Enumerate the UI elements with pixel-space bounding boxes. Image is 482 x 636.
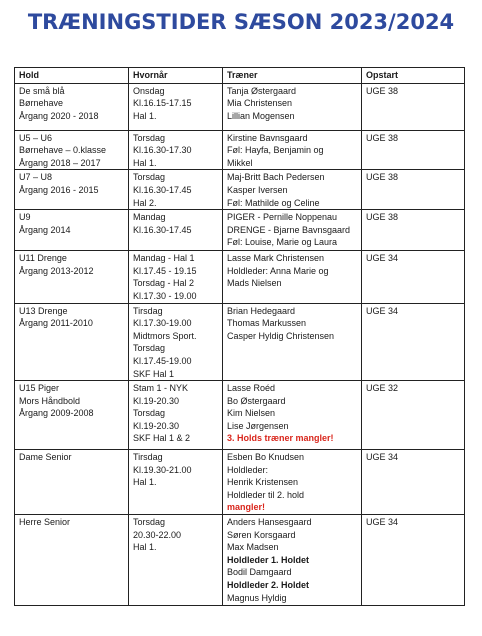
time-line: Midtmors Sport. <box>133 330 197 341</box>
time-line: SKF Hal 1 <box>133 368 175 379</box>
time-line: Kl.19-20.30 <box>133 395 180 406</box>
trainer-line: Max Madsen <box>227 542 279 553</box>
trainer-line: Føl: Mathilde og Celine <box>227 197 320 208</box>
trainer-line: Mads Nielsen <box>227 278 282 289</box>
time-line: Torsdag <box>133 517 166 528</box>
hold-line: Årgang 2009-2008 <box>19 408 94 419</box>
trainer-line: PIGER - Pernille Noppenau <box>227 212 338 223</box>
cell-traener <box>223 251 362 303</box>
cell-hold <box>15 210 129 251</box>
cell-opstart <box>362 450 465 515</box>
cell-opstart <box>362 170 465 210</box>
table-row <box>15 450 465 515</box>
table-row <box>15 381 465 450</box>
trainer-line: Lasse Mark Christensen <box>227 253 325 264</box>
hold-line: U5 – U6 <box>19 132 53 143</box>
opstart-week: UGE 34 <box>366 253 399 264</box>
trainer-line: Lasse Roéd <box>227 383 276 394</box>
cell-hvornaar <box>129 130 223 170</box>
cell-hold <box>15 515 129 606</box>
trainer-line: Thomas Markussen <box>227 318 307 329</box>
table-header-row <box>15 68 465 84</box>
trainer-line: Føl: Louise, Marie og Laura <box>227 237 338 248</box>
time-line: Torsdag <box>133 343 166 354</box>
time-line: Onsdag <box>133 85 165 96</box>
hold-line: Dame Senior <box>19 452 72 463</box>
table-row <box>15 251 465 303</box>
trainer-line: Kim Nielsen <box>227 408 276 419</box>
trainer-line: Kirstine Bavnsgaard <box>227 132 308 143</box>
cell-opstart <box>362 381 465 450</box>
time-line: Kl.17.45-19.00 <box>133 355 192 366</box>
time-line: Kl.19-20.30 <box>133 420 180 431</box>
hold-line: U9 <box>19 212 31 223</box>
cell-traener <box>223 130 362 170</box>
time-line: Torsdag <box>133 132 166 143</box>
hold-line: Årgang 2014 <box>19 224 71 235</box>
table-row <box>15 170 465 210</box>
cell-hold <box>15 303 129 381</box>
hold-line: Årgang 2016 - 2015 <box>19 184 99 195</box>
time-line: Hal 2. <box>133 197 157 208</box>
table-row <box>15 515 465 606</box>
cell-hvornaar <box>129 381 223 450</box>
time-line: Hal 1. <box>133 542 157 553</box>
column-header-hold: Hold <box>15 68 129 84</box>
opstart-week: UGE 32 <box>366 383 399 394</box>
cell-traener <box>223 170 362 210</box>
time-line: SKF Hal 1 & 2 <box>133 433 191 444</box>
trainer-line: Holdleder til 2. hold <box>227 489 305 500</box>
cell-hold <box>15 83 129 130</box>
trainer-line: Holdleder: <box>227 464 269 475</box>
trainer-line: DRENGE - Bjarne Bavnsgaard <box>227 224 351 235</box>
cell-opstart <box>362 251 465 303</box>
table-row <box>15 210 465 251</box>
time-line: Mandag - Hal 1 <box>133 253 195 264</box>
opstart-week: UGE 38 <box>366 172 399 183</box>
cell-hvornaar <box>129 450 223 515</box>
trainer-line: Esben Bo Knudsen <box>227 452 305 463</box>
trainer-line: Holdleder: Anna Marie og <box>227 265 329 276</box>
cell-hvornaar <box>129 251 223 303</box>
trainer-line: Maj-Britt Bach Pedersen <box>227 172 325 183</box>
trainer-line: Kasper Iversen <box>227 184 288 195</box>
time-line: Hal 1. <box>133 157 157 168</box>
cell-traener <box>223 303 362 381</box>
time-line: 20.30-22.00 <box>133 529 182 540</box>
time-line: Tirsdag <box>133 452 163 463</box>
trainer-line: Mia Christensen <box>227 98 293 109</box>
holdleder-heading: Holdleder 2. Holdet <box>227 580 310 591</box>
cell-hold <box>15 381 129 450</box>
hold-line: De små blå <box>19 85 65 96</box>
cell-hold <box>15 251 129 303</box>
time-line: Mandag <box>133 212 166 223</box>
trainer-line: Bo Østergaard <box>227 395 286 406</box>
cell-hvornaar <box>129 170 223 210</box>
hold-line: U13 Drenge <box>19 305 68 316</box>
trainer-line: Henrik Kristensen <box>227 477 299 488</box>
hold-line: Årgang 2013-2012 <box>19 265 94 276</box>
hold-line: Børnehave – 0.klasse <box>19 145 107 156</box>
trainer-line: Anders Hansesgaard <box>227 517 312 528</box>
column-header-traener: Træner <box>223 68 362 84</box>
cell-hold <box>15 130 129 170</box>
hold-line: U11 Drenge <box>19 253 67 264</box>
cell-opstart <box>362 83 465 130</box>
holdleder-heading: Holdleder 1. Holdet <box>227 554 310 565</box>
cell-traener <box>223 515 362 606</box>
warning-text: 3. Holds træner mangler! <box>227 433 334 444</box>
time-line: Torsdag <box>133 408 166 419</box>
table-row <box>15 303 465 381</box>
hold-line: Årgang 2018 – 2017 <box>19 157 101 168</box>
opstart-week: UGE 34 <box>366 452 399 463</box>
trainer-line: Lillian Mogensen <box>227 110 295 121</box>
time-line: Kl.17.30-19.00 <box>133 318 192 329</box>
time-line: Kl.19.30-21.00 <box>133 464 192 475</box>
time-line: Hal 1. <box>133 110 157 121</box>
trainer-line: Bodil Damgaard <box>227 567 292 578</box>
trainer-line: Brian Hedegaard <box>227 305 296 316</box>
opstart-week: UGE 38 <box>366 85 399 96</box>
trainer-line: Føl: Hayfa, Benjamin og <box>227 145 324 156</box>
cell-opstart <box>362 210 465 251</box>
table-row <box>15 130 465 170</box>
cell-traener <box>223 450 362 515</box>
cell-hvornaar <box>129 210 223 251</box>
time-line: Torsdag - Hal 2 <box>133 278 195 289</box>
hold-line: Mors Håndbold <box>19 395 81 406</box>
time-line: Tirsdag <box>133 305 163 316</box>
page-title: TRÆNINGSTIDER SÆSON 2023/2024 <box>27 10 455 34</box>
time-line: Kl.17.30 - 19.00 <box>133 290 197 301</box>
cell-traener <box>223 83 362 130</box>
trainer-line: Magnus Hyldig <box>227 592 287 603</box>
opstart-week: UGE 34 <box>366 305 399 316</box>
hold-line: Årgang 2011-2010 <box>19 318 93 329</box>
opstart-week: UGE 38 <box>366 132 399 143</box>
time-line: Stam 1 - NYK <box>133 383 189 394</box>
cell-hold <box>15 170 129 210</box>
column-header-hvornaar: Hvornår <box>129 68 223 84</box>
cell-hvornaar <box>129 303 223 381</box>
time-line: Torsdag <box>133 172 166 183</box>
time-line: Kl.16.30-17.45 <box>133 184 192 195</box>
cell-hvornaar <box>129 83 223 130</box>
time-line: Kl.17.45 - 19.15 <box>133 265 197 276</box>
time-line: Kl.16.15-17.15 <box>133 98 192 109</box>
cell-traener <box>223 381 362 450</box>
trainer-line: Tanja Østergaard <box>227 85 297 96</box>
column-header-opstart: Opstart <box>362 68 465 84</box>
cell-opstart <box>362 303 465 381</box>
hold-line: Årgang 2020 - 2018 <box>19 110 99 121</box>
hold-line: Børnehave <box>19 98 64 109</box>
hold-line: U7 – U8 <box>19 172 53 183</box>
time-line: Kl.16.30-17.30 <box>133 145 192 156</box>
opstart-week: UGE 34 <box>366 517 399 528</box>
time-line: Kl.16.30-17.45 <box>133 224 192 235</box>
time-line: Hal 1. <box>133 477 157 488</box>
warning-text: mangler! <box>227 502 266 513</box>
trainer-line: Mikkel <box>227 157 253 168</box>
cell-hold <box>15 450 129 515</box>
hold-line: U15 Piger <box>19 383 60 394</box>
hold-line: Herre Senior <box>19 517 71 528</box>
trainer-line: Casper Hyldig Christensen <box>227 330 335 341</box>
opstart-week: UGE 38 <box>366 212 399 223</box>
trainer-line: Lise Jørgensen <box>227 420 289 431</box>
cell-traener <box>223 210 362 251</box>
trainer-line: Søren Korsgaard <box>227 529 296 540</box>
cell-opstart <box>362 130 465 170</box>
table-row <box>15 83 465 130</box>
cell-hvornaar <box>129 515 223 606</box>
schedule-table <box>14 67 465 606</box>
cell-opstart <box>362 515 465 606</box>
